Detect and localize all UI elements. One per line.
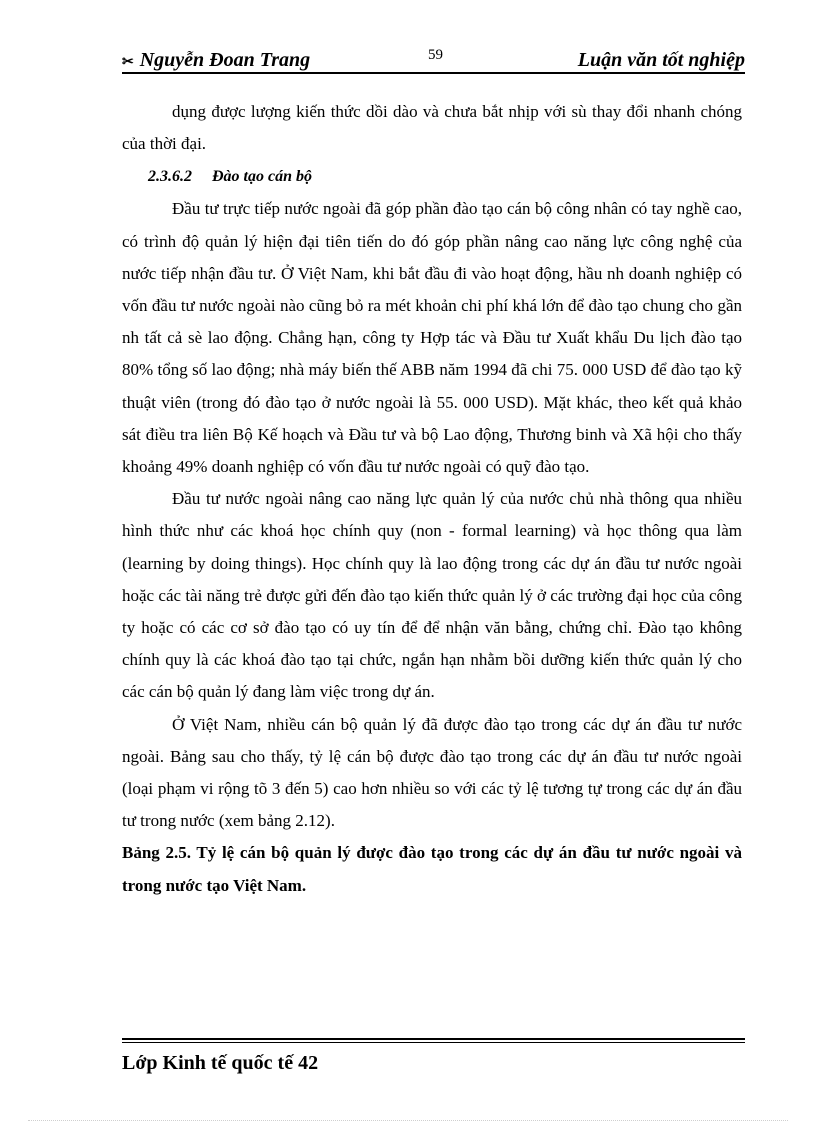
header-divider — [122, 72, 745, 74]
subheading — [122, 160, 742, 193]
footer-divider — [122, 1038, 745, 1040]
paragraph-1: dụng được lượng kiến thức dồi dào và chưa bắt nhịp với sù thay đổi nhanh chóng của thời đại. — [122, 102, 742, 154]
document-title: Luận văn tốt nghiệp — [577, 49, 745, 71]
scissors-icon: ✂ — [122, 55, 134, 70]
page-content — [122, 96, 742, 902]
paragraph-2: Đầu tư trực tiếp nước ngoài đã góp phần đào tạo cán bộ công nhân có tay nghề cao, có trình độ quản lý hiện đại tiên tiến do đó góp phần nâng cao năng lực công nghệ của nước tiếp nhận đầu tư. Ở Việt Nam, khi bắt đầu đi vào hoạt động, hầu nh doanh nghiệp có vốn đầu tư nước ngoài nào cũng bỏ ra mét khoản chi phí khá lớn để đào tạo chung cho gần nh tất cả sè lao động. Chẳng hạn, công ty Hợp tác và Đầu tư Xuất khẩu Du lịch đào tạo 80% tổng số lao động; nhà máy biến thế ABB năm 1994 đã chi 75. 000 USD để đào tạo kỹ thuật viên (trong đó đào tạo ở nước ngoài là 55. 000 USD). Mặt khác, theo kết quả khảo sát điều tra liên Bộ Kế hoạch và Đầu tư và bộ Lao động, Thương binh và Xã hội cho thấy khoảng 49% doanh nghiệp có vốn đầu tư nước ngoài có quỹ đào tạo. — [122, 199, 742, 477]
header-author — [122, 49, 310, 72]
subheading-title: Đào tạo cán bộ — [212, 168, 312, 186]
page-edge — [28, 1120, 788, 1121]
table-caption: Bảng 2.5. Tỷ lệ cán bộ quản lý được đào tạo trong các dự án đầu tư nước ngoài và trong nước tạo Việt Nam. — [122, 843, 742, 895]
subheading-number: 2.3.6.2 — [148, 168, 192, 186]
page-number: 59 — [428, 47, 443, 63]
paragraph-4: Ở Việt Nam, nhiều cán bộ quản lý đã được đào tạo trong các dự án đầu tư nước ngoài. Bảng sau cho thấy, tỷ lệ cán bộ được đào tạo trong các dự án đầu tư nước ngoài (loại phạm vi rộng tõ 3 đến 5) cao hơn nhiều so với các tỷ lệ tương tự trong các dự án đầu tư trong nước (xem bảng 2.12). — [122, 714, 742, 831]
page-header — [122, 44, 745, 74]
paragraph-3: Đầu tư nước ngoài nâng cao năng lực quản lý của nước chủ nhà thông qua nhiều hình thức như các khoá học chính quy (non - formal learning) và học thông qua làm (learning by doing things). Học chính quy là lao động trong các dự án đầu tư nước ngoài hoặc các tài năng trẻ được gửi đến đào tạo kiến thức quản lý ở các trường đại học của công ty hoặc có các cơ sở đào tạo có uy tín để để nhận văn bằng, chứng chỉ. Đào tạo không chính quy là các khoá đào tạo tại chức, ngắn hạn nhằm bồi dưỡng kiến thức quản lý cho các cán bộ quản lý đang làm việc trong dự án. — [122, 489, 742, 702]
footer-divider-thin — [122, 1042, 745, 1043]
author-name: Nguyễn Đoan Trang — [139, 49, 311, 71]
page-footer: Lớp Kinh tế quốc tế 42 — [122, 1052, 319, 1074]
